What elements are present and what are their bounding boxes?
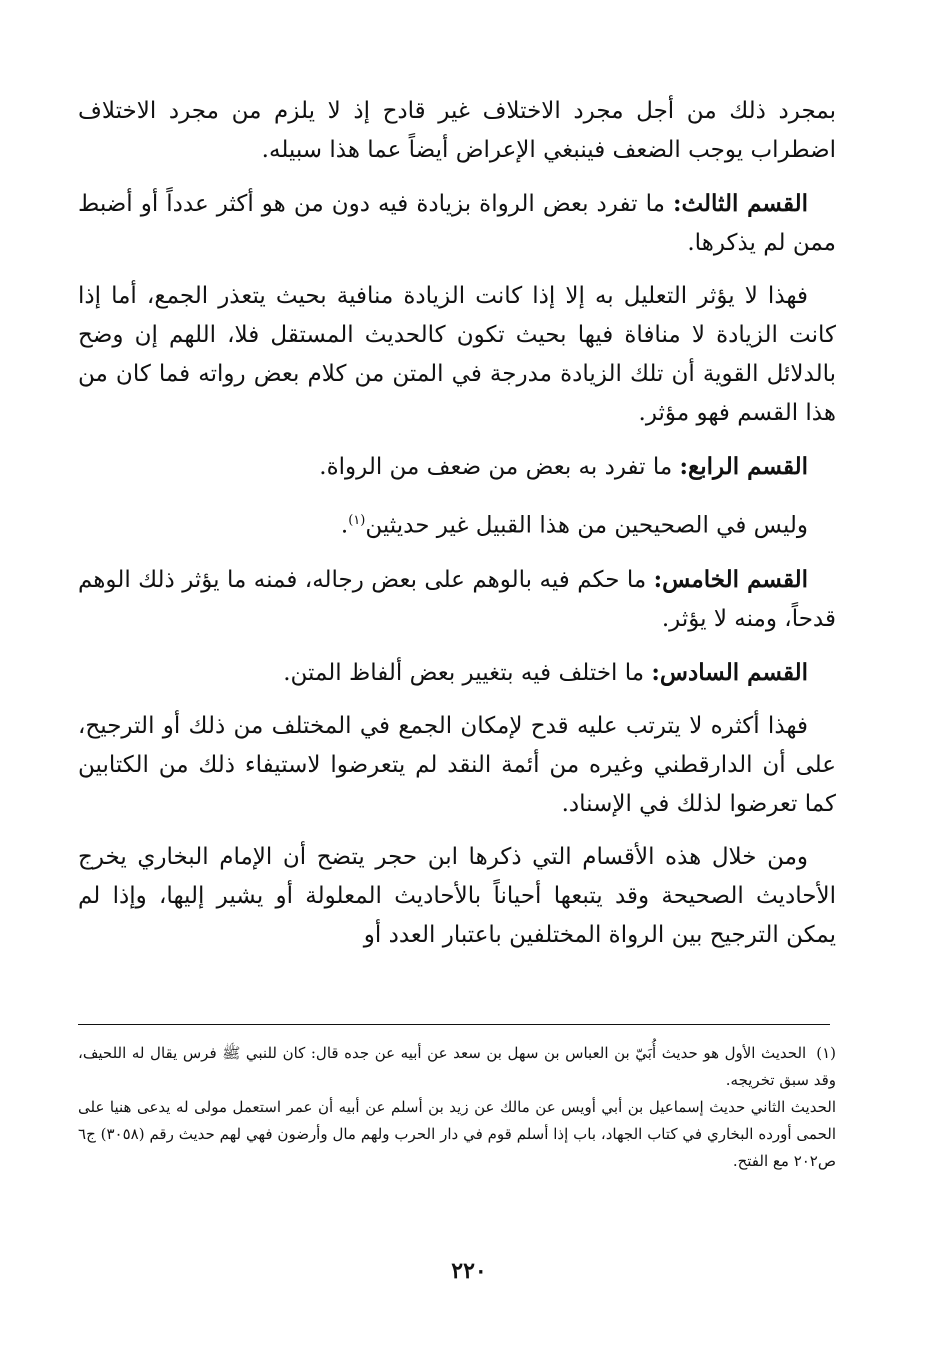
- footnote-text: الحديث الثاني حديث إسماعيل بن أبي أويس عن مالك عن زيد بن أسلم عن أبيه أن عمر استعمل مولى له يدعى هنيا على الحمى أورده البخاري في كتاب الجهاد، باب إذا أسلم قوم في دار الحرب ولهم مال وأرضون فهي لهم حديث رقم (٣٠٥٨) ج٦ ص٢٠٢ مع الفتح.: [78, 1098, 837, 1170]
- paragraph-text: ما تفرد به بعض من ضعف من الرواة.: [319, 454, 680, 480]
- paragraph-section-6: [78, 653, 836, 693]
- paragraph-section-4: [78, 447, 836, 487]
- paragraph-text: ما اختلف فيه بتغيير بعض ألفاظ المتن.: [283, 659, 652, 686]
- section-heading: القسم السادس:: [651, 658, 808, 686]
- paragraph-section-5: [78, 560, 836, 639]
- page-number: ٢٢٠: [451, 1258, 487, 1284]
- paragraph-section-3: [78, 184, 836, 263]
- paragraph-commentary: [78, 277, 836, 433]
- paragraph-text: ما حكم فيه بالوهم على بعض رجاله، فمنه ما يؤثر ذلك الوهم قدحاً، ومنه لا يؤثر.: [78, 566, 836, 632]
- footnote-item: [78, 1094, 836, 1175]
- main-text: [78, 92, 836, 969]
- footnotes: [78, 1040, 836, 1175]
- paragraph-text: ما تفرد بعض الرواة بزيادة فيه دون من هو أكثر عدداً أو أضبط ممن لم يذكرها.: [78, 191, 836, 256]
- section-heading: القسم الخامس:: [653, 565, 808, 593]
- section-heading: القسم الثالث:: [672, 190, 808, 217]
- paragraph-conclusion: [78, 838, 836, 955]
- paragraph-text: فهذا لا يؤثر التعليل به إلا إذا كانت الزيادة منافية بحيث يتعذر الجمع، أما إذا كانت الزيادة لا منافاة فيها بحيث تكون كالحديث المستقل فلا، اللهم إن وضح بالدلائل القوية أن تلك الزيادة مدرجة في المتن من كلام بعض رواته فما كان من هذا القسم فهو مؤثر.: [78, 283, 836, 426]
- paragraph-text: بمجرد ذلك من أجل مجرد الاختلاف غير قادح إذ لا يلزم من مجرد الاختلاف اضطراب يوجب الضعف فينبغي الإعراض أيضاً عما هذا سبيله.: [78, 98, 836, 163]
- paragraph-text: فهذا أكثره لا يترتب عليه قدح لإمكان الجمع في المختلف من ذلك أو الترجيح، على أن الدارقطني وغيره من أئمة النقد لم يتعرضوا لاستيفاء ذلك من الكتابين كما تعرضوا لذلك في الإسناد.: [78, 712, 836, 817]
- footnote-item: [78, 1040, 836, 1094]
- paragraph-text: ومن خلال هذه الأقسام التي ذكرها ابن حجر يتضح أن الإمام البخاري يخرج الأحاديث الصحيحة وقد يتبعها أحياناً بالأحاديث المعلولة أو يشير إليها، وإذا لم يمكن الترجيح بين الرواة المختلفين باعتبار العدد أو: [78, 843, 836, 948]
- footnote-reference[interactable]: (١): [348, 513, 366, 528]
- section-heading: القسم الرابع:: [679, 453, 808, 480]
- footnote-text: الحديث الأول هو حديث أُبَيّ بن العباس بن سهل بن سعد عن أبيه عن جده قال: كان للنبي ﷺ فرس يقال له اللحيف، وقد سبق تخريجه.: [78, 1044, 836, 1089]
- paragraph-two-hadiths: [78, 501, 836, 546]
- paragraph-text: وليس في الصحيحين من هذا القبيل غير حديثين: [365, 512, 808, 539]
- footnote-number: (١): [816, 1044, 836, 1062]
- paragraph-commentary-2: [78, 707, 836, 824]
- footnote-divider: [78, 1024, 830, 1025]
- paragraph-continuation: [78, 92, 836, 170]
- paragraph-end-punct: .: [340, 512, 349, 539]
